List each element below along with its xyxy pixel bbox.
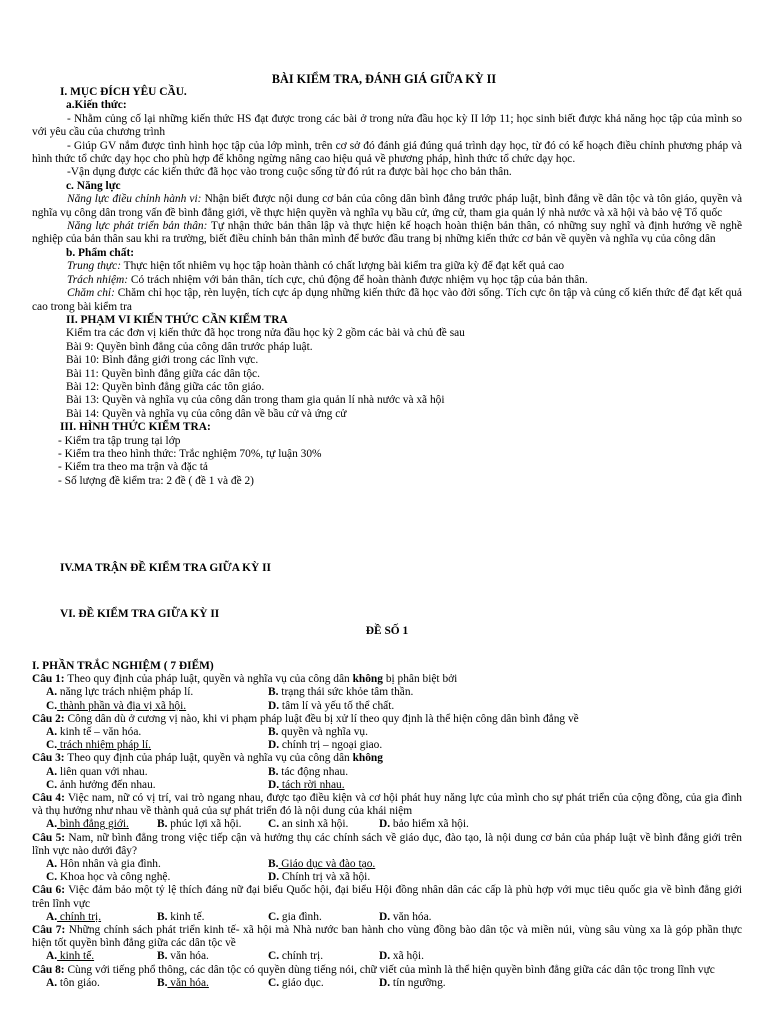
answer-row bbox=[32, 779, 742, 792]
answer-option bbox=[157, 818, 268, 831]
question-text: Công dân dù ở cương vị nào, khi vi phạm pháp luật đều bị xử lí theo quy định là thể hiện công dân bình đẳng về bbox=[64, 712, 579, 725]
answer-text: gia đình. bbox=[279, 910, 322, 923]
quality-heading: b. Phẩm chất: bbox=[66, 246, 135, 259]
question bbox=[32, 884, 742, 910]
answer-key: B. bbox=[268, 686, 279, 699]
answer-option bbox=[46, 700, 268, 713]
answer-text: văn hóa. bbox=[167, 950, 209, 963]
quality-paragraph-1 bbox=[32, 260, 742, 273]
answer-key: A. bbox=[46, 686, 58, 699]
answer-row bbox=[32, 911, 742, 924]
answer-option bbox=[157, 977, 268, 990]
question-text: Theo quy định của pháp luật, quyền và nghĩa vụ của công dân bbox=[64, 673, 353, 686]
answer-option bbox=[46, 779, 268, 792]
answer-option bbox=[268, 686, 490, 699]
quality-3-label: Chăm chỉ: bbox=[67, 287, 115, 300]
answer-text: tác động nhau. bbox=[278, 765, 349, 778]
answer-key: C. bbox=[268, 950, 280, 963]
answer-row bbox=[32, 858, 742, 871]
answer-key: C. bbox=[268, 910, 280, 923]
answer-text: xã hội. bbox=[390, 950, 424, 963]
question-text-end: bị phân biệt bởi bbox=[382, 673, 458, 686]
question-text: Những chính sách phát triển kinh tế- xã hội mà Nhà nước ban hành cho vùng đồng bào dân tộc và miền núi, vùng sâu vùng xa là góp phần thực hiện tốt quyền bình đẳng giữa các dân tộc về bbox=[32, 924, 743, 950]
answer-key: D. bbox=[379, 976, 391, 989]
answer-text: văn hóa. bbox=[167, 976, 209, 989]
answer-option bbox=[268, 977, 379, 990]
answer-key: B. bbox=[268, 765, 279, 778]
answer-option bbox=[268, 779, 490, 792]
answer-text: chính trị. bbox=[57, 910, 102, 923]
answer-row bbox=[32, 818, 742, 831]
answer-row bbox=[32, 686, 742, 699]
competence-1-text: Nhận biết được nội dung cơ bản của công dân bình đẳng trước pháp luật, bình đẳng về dân tộc và tôn giáo, quyền và nghĩa vụ công dân trong vấn đề bình đẳng giới, về thực hiện quyền và nghĩa vụ bầu cử, ứng cử, tham gia quản lý nhà nước và xã hội và bảo vệ Tổ quốc bbox=[32, 193, 742, 219]
answer-option bbox=[157, 950, 268, 963]
answer-option bbox=[46, 950, 157, 963]
section-4-heading: IV.MA TRẬN ĐỀ KIỂM TRA GIỮA KỲ II bbox=[60, 562, 271, 575]
knowledge-paragraph-1: - Nhằm củng cố lại những kiến thức HS đạt được trong các bài ở trong nửa đầu học kỳ II lớp 11; học sinh biết được khả năng học tập của mình so với yêu cầu của chương trình bbox=[32, 112, 742, 139]
multiple-choice-section bbox=[32, 660, 742, 990]
competence-1-label: Năng lực điều chỉnh hành vi: bbox=[67, 193, 202, 206]
answer-option bbox=[268, 911, 379, 924]
answer-key: C. bbox=[46, 871, 58, 884]
answer-option bbox=[46, 911, 157, 924]
question-number: Câu 1: bbox=[32, 673, 65, 686]
question bbox=[32, 752, 742, 765]
answer-option bbox=[268, 818, 379, 831]
answer-option bbox=[46, 726, 268, 739]
answer-key: C. bbox=[46, 699, 58, 712]
answer-option bbox=[268, 950, 379, 963]
question-number: Câu 3: bbox=[32, 752, 65, 765]
answer-key: C. bbox=[46, 739, 58, 752]
section-1-heading: I. MỤC ĐÍCH YÊU CẦU. bbox=[60, 86, 187, 98]
competence-2-label: Năng lực phát triển bản thân: bbox=[67, 220, 208, 233]
answer-text: văn hóa. bbox=[390, 910, 432, 923]
section-2-heading: II. PHẠM VI KIẾN THỨC CẦN KIỂM TRA bbox=[66, 313, 288, 326]
section-2-line: Bài 9: Quyền bình đẳng của công dân trước pháp luật. bbox=[66, 340, 313, 353]
answer-text: phúc lợi xã hội. bbox=[167, 818, 242, 831]
answer-key: D. bbox=[379, 910, 391, 923]
answer-text: tôn giáo. bbox=[57, 976, 100, 989]
answer-key: D. bbox=[268, 871, 280, 884]
answer-text: kinh tế – văn hóa. bbox=[57, 726, 142, 739]
question bbox=[32, 792, 742, 818]
section-3-line: - Số lượng đề kiểm tra: 2 đề ( đề 1 và đề 2) bbox=[58, 474, 254, 487]
answer-text: Hôn nhân và gia đình. bbox=[57, 858, 161, 871]
answer-row bbox=[32, 950, 742, 963]
answer-key: A. bbox=[46, 765, 58, 778]
quality-2-text: Có trách nhiệm với bản thân, tích cực, chủ động để hoàn thành được nhiệm vụ học tập của bản thân. bbox=[128, 273, 588, 286]
answer-row bbox=[32, 871, 742, 884]
answer-option bbox=[46, 858, 268, 871]
knowledge-paragraph-2: - Giúp GV nắm được tình hình học tập của lớp mình, trên cơ sở đó đánh giá đúng quá trình dạy học, từ đó có kế hoạch điều chỉnh phương pháp và hình thức tổ chức dạy học cho phù hợp để không ngừng nâng cao hiệu quả về phương pháp, hình thức tổ chức dạy học. bbox=[32, 139, 742, 166]
question-text: Theo quy định của pháp luật, quyền và nghĩa vụ của công dân bbox=[64, 752, 353, 765]
question bbox=[32, 673, 742, 686]
answer-key: B. bbox=[157, 818, 168, 831]
answer-key: C. bbox=[46, 778, 58, 791]
answer-key: D. bbox=[379, 950, 391, 963]
answer-option bbox=[268, 739, 490, 752]
answer-row bbox=[32, 726, 742, 739]
section-3-heading: III. HÌNH THỨC KIỂM TRA: bbox=[60, 421, 211, 434]
answer-text: trách nhiệm pháp lí. bbox=[57, 739, 152, 752]
answer-option bbox=[46, 766, 268, 779]
competence-heading: c. Năng lực bbox=[66, 179, 121, 192]
question-number: Câu 6: bbox=[32, 884, 66, 897]
quality-1-text: Thực hiện tốt nhiêm vụ học tập hoàn thành có chất lượng bài kiểm tra giữa kỳ để đạt kết quả cao bbox=[121, 260, 565, 273]
answer-text: chính trị. bbox=[279, 950, 324, 963]
section-2-line: Kiểm tra các đơn vị kiến thức đã học trong nửa đầu học kỳ 2 gồm các bài và chủ đề sau bbox=[66, 327, 465, 340]
answer-text: bình đẳng giới. bbox=[57, 818, 129, 831]
question bbox=[32, 964, 742, 977]
section-6-heading: VI. ĐỀ KIỂM TRA GIỮA KỲ II bbox=[60, 607, 220, 620]
answer-key: B. bbox=[157, 976, 168, 989]
answer-option bbox=[268, 766, 490, 779]
section-3-line: - Kiểm tra theo ma trận và đặc tả bbox=[58, 461, 208, 474]
quality-1-label: Trung thực: bbox=[67, 260, 121, 273]
answer-key: D. bbox=[379, 818, 391, 831]
section-2-line: Bài 14: Quyền và nghĩa vụ của công dân về bầu cử và ứng cử bbox=[66, 407, 347, 420]
section-2-line: Bài 11: Quyền bình đẳng giữa các dân tộc. bbox=[66, 367, 260, 380]
answer-text: tâm lí và yếu tố thể chất. bbox=[279, 699, 395, 712]
question bbox=[32, 713, 742, 726]
question-text: Việc nam, nữ có vị trí, vai trò ngang nhau, được tạo điều kiện và cơ hội phát huy năng lực của mình cho sự phát triển của cộng đồng, của gia đình và thụ hưởng như nhau về thành quả của sự phát triển đó là nội dung của khái niệm bbox=[32, 792, 742, 818]
answer-option bbox=[268, 871, 490, 884]
answer-option bbox=[46, 686, 268, 699]
answer-option bbox=[46, 977, 157, 990]
section-2-line: Bài 10: Bình đẳng giới trong các lĩnh vực. bbox=[66, 354, 259, 367]
document-title: BÀI KIỂM TRA, ĐÁNH GIÁ GIỮA KỲ II bbox=[271, 72, 497, 86]
question-number: Câu 7: bbox=[32, 924, 66, 937]
answer-text: kinh tế. bbox=[57, 950, 95, 963]
part-1-heading: I. PHẦN TRẮC NGHIỆM ( 7 ĐIỂM) bbox=[32, 660, 214, 672]
section-3-line: - Kiểm tra tập trung tại lớp bbox=[58, 434, 181, 447]
answer-key: B. bbox=[268, 726, 279, 739]
quality-paragraph-2 bbox=[32, 274, 742, 287]
answer-row bbox=[32, 739, 742, 752]
answer-row bbox=[32, 977, 742, 990]
question-number: Câu 8: bbox=[32, 963, 65, 976]
answer-text: liên quan với nhau. bbox=[57, 765, 148, 778]
competence-paragraph-2 bbox=[32, 220, 742, 247]
answer-text: giáo dục. bbox=[279, 976, 324, 989]
answer-key: D. bbox=[268, 778, 280, 791]
question-text: Cùng với tiếng phổ thông, các dân tộc có quyền dùng tiếng nói, chữ viết của mình là thể hiện quyền bình đẳng giữa các dân tộc trong lĩnh vực bbox=[64, 963, 715, 976]
answer-key: D. bbox=[268, 739, 280, 752]
question-emphasis: không bbox=[352, 752, 383, 765]
question-number: Câu 5: bbox=[32, 831, 66, 844]
answer-option bbox=[268, 858, 490, 871]
answer-text: kinh tế. bbox=[167, 910, 205, 923]
answer-option bbox=[379, 977, 490, 990]
answer-key: A. bbox=[46, 910, 58, 923]
answer-option bbox=[379, 911, 490, 924]
answer-text: năng lực trách nhiệm pháp lí. bbox=[57, 686, 194, 699]
quality-2-label: Trách nhiệm: bbox=[67, 273, 129, 286]
answer-key: B. bbox=[268, 858, 279, 871]
answer-key: A. bbox=[46, 976, 58, 989]
quality-3-text: Chăm chỉ học tập, rèn luyện, tích cực áp dụng những kiến thức đã học vào đời sống. Tích cực ôn tập và củng cố kiến thức để đạt kết quả cao trong bài kiểm tra bbox=[32, 287, 742, 313]
question bbox=[32, 924, 742, 950]
answer-text: an sinh xã hội. bbox=[279, 818, 349, 831]
answer-option bbox=[46, 739, 268, 752]
question-emphasis: không bbox=[352, 673, 383, 686]
answer-key: A. bbox=[46, 818, 58, 831]
question-number: Câu 4: bbox=[32, 792, 65, 805]
answer-option bbox=[46, 871, 268, 884]
answer-key: B. bbox=[157, 910, 168, 923]
answer-option bbox=[268, 700, 490, 713]
answer-text: Giáo dục và đào tạo. bbox=[278, 858, 376, 871]
answer-key: D. bbox=[268, 699, 280, 712]
answer-key: A. bbox=[46, 950, 58, 963]
answer-text: trạng thái sức khỏe tâm thần. bbox=[278, 686, 414, 699]
exam-number: ĐỀ SỐ 1 bbox=[365, 625, 409, 637]
answer-key: B. bbox=[157, 950, 168, 963]
answer-key: C. bbox=[268, 976, 280, 989]
question-text: Việc đảm bảo một tỷ lệ thích đáng nữ đại biểu Quốc hội, đại biểu Hội đồng nhân dân các cấp là phù hợp với mục tiêu quốc gia về bình đẳng giới trên lĩnh vực bbox=[32, 884, 742, 910]
answer-key: A. bbox=[46, 858, 58, 871]
question-text: Nam, nữ bình đẳng trong việc tiếp cận và hưởng thụ các chính sách về giáo dục, đào tạo, là nội dung cơ bản của pháp luật về bình đẳng giới trên lĩnh vực nào dưới đây? bbox=[32, 831, 742, 857]
answer-option bbox=[379, 818, 490, 831]
answer-text: Chính trị và xã hội. bbox=[279, 871, 371, 884]
answer-text: chính trị – ngoại giao. bbox=[279, 739, 383, 752]
answer-text: thành phần và địa vị xã hội. bbox=[57, 699, 187, 712]
question bbox=[32, 832, 742, 858]
answer-row bbox=[32, 766, 742, 779]
knowledge-paragraph-3: -Vận dụng được các kiến thức đã học vào trong cuộc sống từ đó rút ra được bài học cho bản thân. bbox=[67, 166, 512, 179]
answer-option bbox=[379, 950, 490, 963]
competence-2-text: Tự nhận thức bản thân lập và thực hiện kế hoạch hoàn thiện bản thân, có những suy nghĩ và định hướng về nghề nghiệp của bản thân sau khi ra trường, biết điều chỉnh bản thân mình để bước đầu trang bị những kiến thức cơ bản về quyền và nghĩa vụ của công dân bbox=[32, 220, 742, 246]
answer-text: tách rời nhau. bbox=[279, 778, 345, 791]
section-2-line: Bài 13: Quyền và nghĩa vụ của công dân trong tham gia quản lí nhà nước và xã hội bbox=[66, 394, 445, 407]
document-body bbox=[32, 86, 742, 638]
answer-text: bảo hiểm xã hội. bbox=[390, 818, 469, 831]
competence-paragraph-1 bbox=[32, 193, 742, 220]
answer-option bbox=[157, 911, 268, 924]
section-3-line: - Kiểm tra theo hình thức: Trắc nghiệm 70%, tự luận 30% bbox=[58, 447, 322, 460]
quality-paragraph-3 bbox=[32, 287, 742, 314]
answer-text: Khoa học và công nghệ. bbox=[57, 871, 171, 884]
knowledge-heading: a.Kiến thức: bbox=[66, 99, 127, 112]
answer-text: quyền và nghĩa vụ. bbox=[278, 726, 368, 739]
answer-row bbox=[32, 700, 742, 713]
question-number: Câu 2: bbox=[32, 712, 65, 725]
answer-option bbox=[46, 818, 157, 831]
answer-text: tín ngưỡng. bbox=[390, 976, 446, 989]
answer-key: C. bbox=[268, 818, 280, 831]
answer-text: ảnh hưởng đến nhau. bbox=[57, 778, 156, 791]
answer-option bbox=[268, 726, 490, 739]
section-2-line: Bài 12: Quyền bình đẳng giữa các tôn giáo. bbox=[66, 380, 265, 393]
answer-key: A. bbox=[46, 726, 58, 739]
